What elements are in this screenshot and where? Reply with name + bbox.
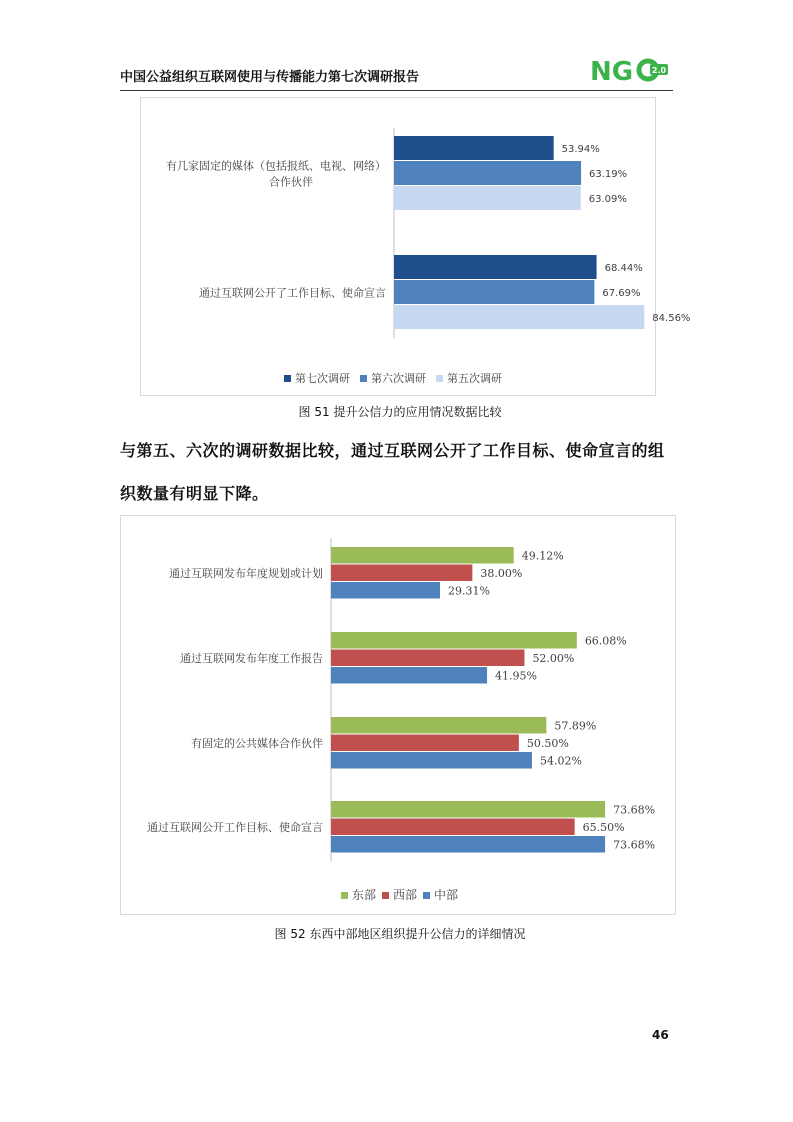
figure51-chart-box: [140, 97, 691, 396]
category-label: 通过互联网公开工作目标、使命宣言: [147, 821, 323, 835]
legend-item: 第七次调研: [295, 372, 350, 385]
legend-item: 第五次调研: [447, 372, 502, 385]
legend-swatch: [360, 375, 367, 382]
data-label: 54.02%: [539, 754, 582, 768]
legend-swatch: [423, 892, 430, 899]
data-label: 67.69%: [602, 288, 641, 299]
bar-东部: [331, 632, 577, 649]
figure52-chart-box: [120, 515, 676, 915]
bar-中部: [331, 667, 487, 684]
data-label: 73.68%: [613, 838, 656, 852]
bar-第五次调研: [394, 186, 581, 210]
data-label: 50.50%: [526, 737, 569, 751]
bar-西部: [331, 650, 524, 667]
paragraph-line2: 织数量有明显下降。: [120, 484, 269, 503]
data-label: 63.09%: [588, 194, 627, 205]
data-label: 29.31%: [448, 584, 490, 598]
data-label: 49.12%: [521, 549, 564, 563]
bar-东部: [331, 717, 546, 734]
data-label: 41.95%: [495, 669, 538, 683]
category-label: 有几家固定的媒体（包括报纸、电视、网络）: [166, 159, 386, 173]
bar-第五次调研: [394, 305, 644, 329]
data-label: 65.50%: [582, 821, 625, 835]
bar-中部: [331, 582, 440, 599]
category-label: 通过互联网发布年度规划或计划: [169, 567, 323, 581]
bar-第七次调研: [394, 136, 554, 160]
data-label: 38.00%: [480, 567, 523, 581]
legend-swatch: [436, 375, 443, 382]
data-label: 66.08%: [584, 634, 627, 648]
data-label: 53.94%: [561, 144, 600, 155]
bar-第七次调研: [394, 255, 597, 279]
bar-东部: [331, 801, 605, 818]
legend-item: 中部: [434, 888, 459, 902]
bar-西部: [331, 565, 472, 582]
legend-item: 西部: [393, 888, 418, 902]
figure51-caption: 图 51 提升公信力的应用情况数据比较: [298, 405, 502, 419]
legend-item: 东部: [352, 888, 377, 902]
figure52-chart: [121, 516, 675, 914]
bar-第六次调研: [394, 161, 581, 185]
figure52-caption: 图 52 东西中部地区组织提升公信力的详细情况: [274, 927, 526, 941]
bar-东部: [331, 547, 514, 564]
header-divider: [120, 90, 673, 91]
header-title: 中国公益组织互联网使用与传播能力第七次调研报告: [120, 70, 420, 85]
data-label: 63.19%: [589, 169, 628, 180]
bar-中部: [331, 752, 532, 769]
logo-text: NG: [590, 57, 634, 87]
bar-中部: [331, 836, 605, 853]
bar-第六次调研: [394, 280, 594, 304]
category-label: 有固定的公共媒体合作伙伴: [191, 737, 323, 751]
paragraph-line1: 与第五、六次的调研数据比较，通过互联网公开了工作目标、使命宣言的组: [120, 441, 665, 460]
data-label: 73.68%: [613, 803, 656, 817]
legend-swatch: [341, 892, 348, 899]
data-label: 52.00%: [532, 652, 575, 666]
legend-swatch: [284, 375, 291, 382]
category-label: 合作伙伴: [269, 175, 313, 189]
data-label: 57.89%: [554, 719, 597, 733]
legend-swatch: [382, 892, 389, 899]
data-label: 84.56%: [652, 313, 691, 324]
data-label: 68.44%: [604, 263, 643, 274]
logo-badge: 2.0: [651, 66, 667, 75]
category-label: 通过互联网发布年度工作报告: [180, 652, 323, 666]
bar-西部: [331, 735, 519, 752]
category-label: 通过互联网公开了工作目标、使命宣言: [199, 286, 386, 300]
figure51-chart: [141, 98, 691, 395]
ngo-logo: [590, 52, 670, 88]
bar-西部: [331, 819, 575, 836]
page-number: 46: [652, 1028, 669, 1042]
legend-item: 第六次调研: [371, 372, 426, 385]
